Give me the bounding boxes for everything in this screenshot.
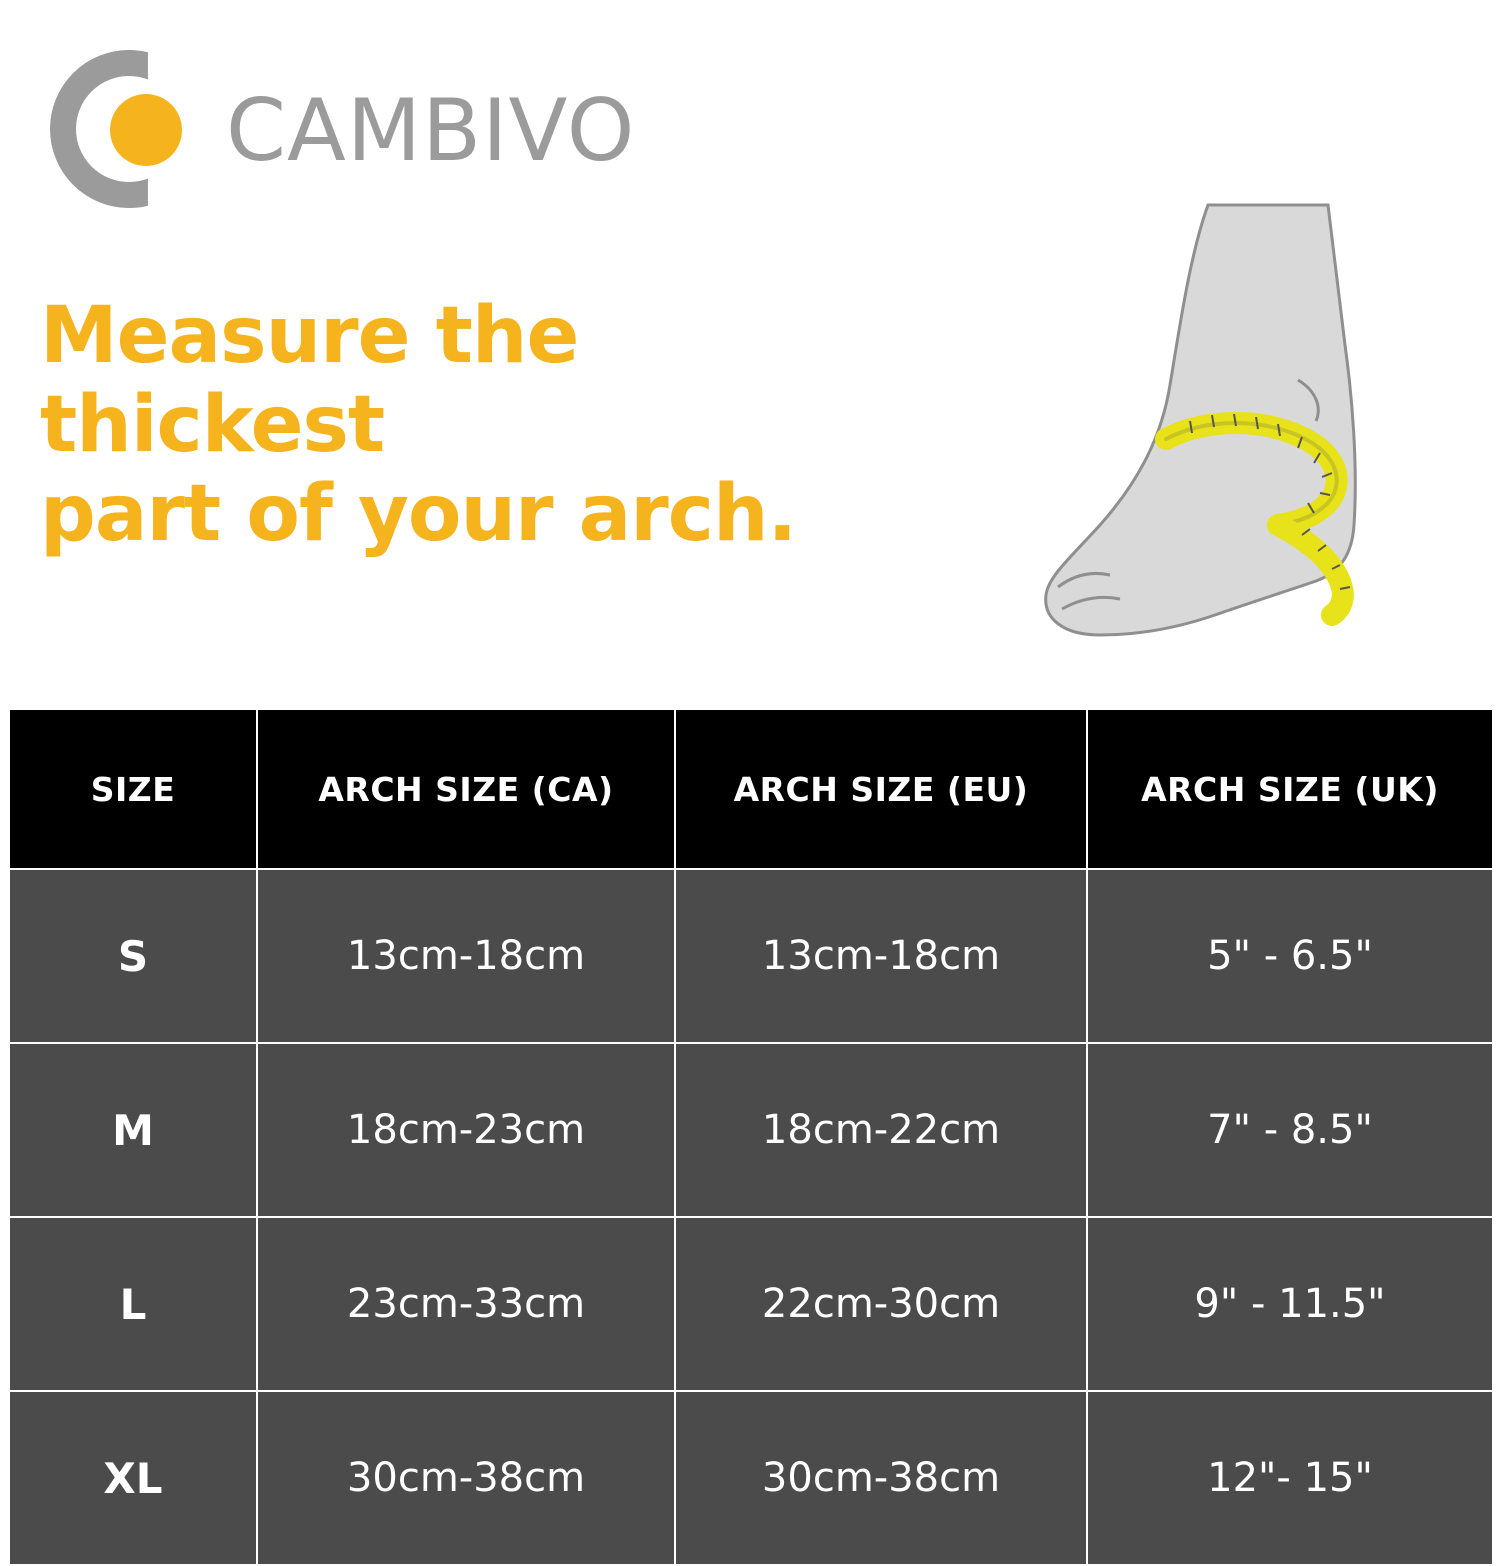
- foot-measurement-illustration: [1040, 195, 1460, 655]
- cell-arch-ca: 30cm-38cm: [257, 1391, 675, 1565]
- cambivo-logo-icon: [34, 36, 234, 226]
- cell-arch-eu: 13cm-18cm: [675, 869, 1087, 1043]
- cell-size: L: [9, 1217, 257, 1391]
- headline-line-2: thickest: [40, 379, 385, 470]
- cell-size: XL: [9, 1391, 257, 1565]
- brand-header: [34, 36, 635, 226]
- headline-line-1: Measure the: [40, 291, 579, 381]
- table-row: [9, 869, 1493, 1043]
- cell-arch-ca: 13cm-18cm: [257, 869, 675, 1043]
- cell-arch-uk: 12"- 15": [1087, 1391, 1493, 1565]
- brand-name: CAMBIVO: [226, 81, 636, 181]
- table-row: [9, 1217, 1493, 1391]
- cell-arch-eu: 30cm-38cm: [675, 1391, 1087, 1565]
- column-header-arch-size-ca: ARCH SIZE (CA): [257, 709, 675, 869]
- cell-arch-eu: 18cm-22cm: [675, 1043, 1087, 1217]
- logo-dot-shape: [110, 94, 182, 166]
- arch-size-table: [8, 708, 1494, 1566]
- page-title: [40, 292, 1040, 559]
- column-header-size: SIZE: [9, 709, 257, 869]
- cell-arch-ca: 18cm-23cm: [257, 1043, 675, 1217]
- cell-size: S: [9, 869, 257, 1043]
- cell-arch-uk: 5" - 6.5": [1087, 869, 1493, 1043]
- cell-arch-eu: 22cm-30cm: [675, 1217, 1087, 1391]
- table-row: [9, 1391, 1493, 1565]
- column-header-arch-size-uk: ARCH SIZE (UK): [1087, 709, 1493, 869]
- cell-arch-uk: 9" - 11.5": [1087, 1217, 1493, 1391]
- headline-line-3: part of your arch.: [40, 468, 797, 559]
- column-header-arch-size-eu: ARCH SIZE (EU): [675, 709, 1087, 869]
- cell-size: M: [9, 1043, 257, 1217]
- cell-arch-ca: 23cm-33cm: [257, 1217, 675, 1391]
- table-header-row: [9, 709, 1493, 869]
- cell-arch-uk: 7" - 8.5": [1087, 1043, 1493, 1217]
- table-row: [9, 1043, 1493, 1217]
